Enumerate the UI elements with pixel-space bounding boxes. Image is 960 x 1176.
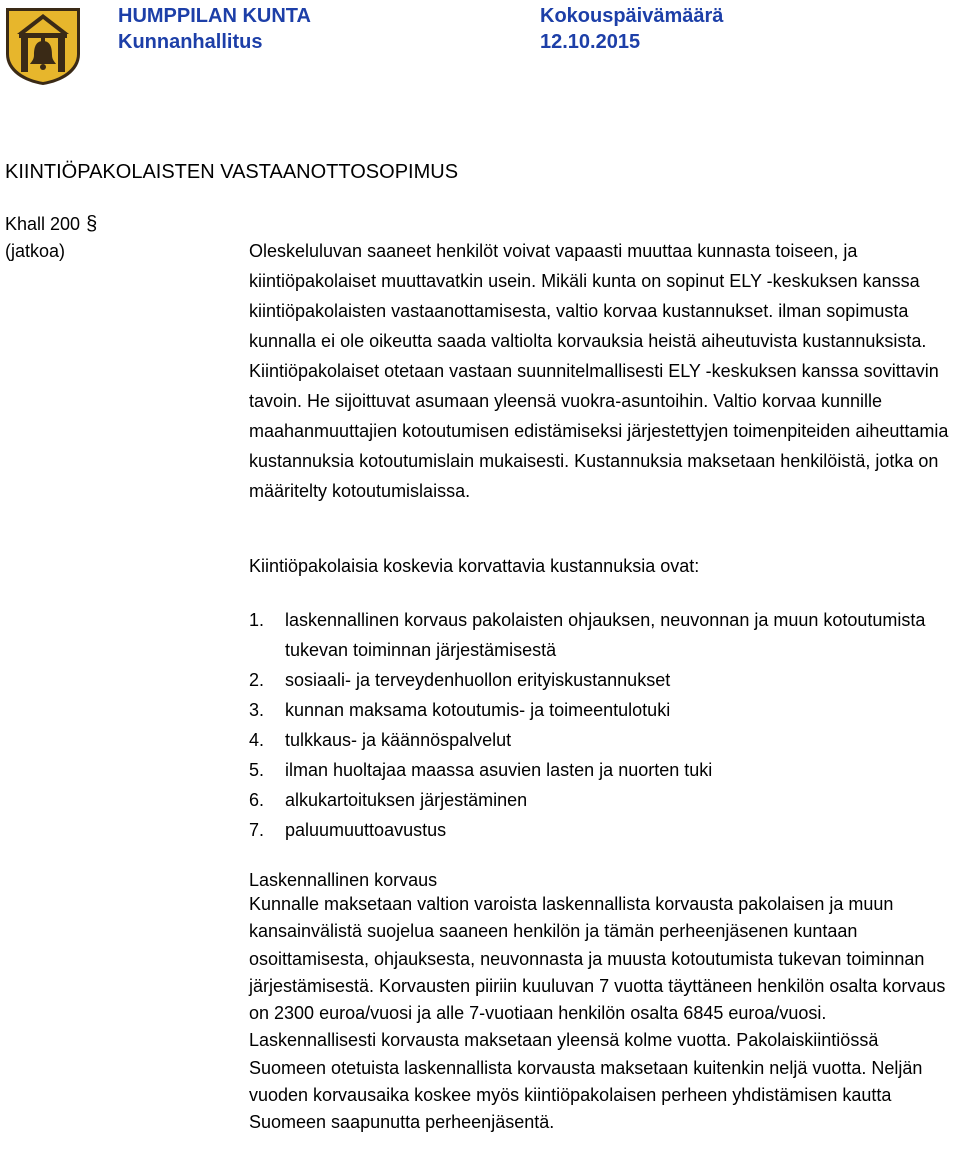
header-right — [540, 4, 723, 56]
compensation-heading-text: Laskennallinen korvaus — [249, 870, 438, 890]
header-left — [118, 4, 311, 56]
list-item-text: kunnan maksama kotoutumis- ja toimeentulotuki — [285, 700, 671, 720]
municipality-name: HUMPPILAN KUNTA — [118, 5, 311, 27]
list-intro-text: Kiintiöpakolaisia koskevia korvattavia kustannuksia ovat: — [249, 556, 700, 576]
list-item — [249, 815, 955, 845]
list-item-number: 1. — [249, 610, 265, 630]
list-item-number: 6. — [249, 790, 265, 810]
compensation-paragraph — [249, 891, 955, 1137]
list-item — [249, 605, 955, 665]
list-item-text: ilman huoltajaa maassa asuvien lasten ja nuorten tuki — [285, 760, 713, 780]
list-item-number: 4. — [249, 730, 265, 750]
intro-text: Oleskeluluvan saaneet henkilöt voivat vapaasti muuttaa kunnasta toiseen, ja kiintiöpakolaiset muuttavatkin usein. Mikäli kunta on sopinut ELY -keskuksen kanssa kiintiöpakolaisten vastaanottamisesta, valtio korvaa kustannukset. ilman sopimusta kunnalla ei ole oikeutta saada valtiolta korvauksia heistä aiheutuvista kustannuksista. Kiintiöpakolaiset otetaan vastaan suunnitelmallisesti ELY -keskuksen kanssa sovittavin tavoin. He sijoittuvat asumaan yleensä vuokra-asuntoihin. Valtio korvaa kunnille maahanmuuttajien kotoutumisen edistämiseksi järjestettyjen toimenpiteiden aiheuttamia kustannuksia kotoutumislain mukaisesti. Kustannuksia maksetaan henkilöistä, jotka on määritelty kotoutumislaissa. — [249, 241, 949, 501]
list-item — [249, 755, 955, 785]
list-item-text: alkukartoituksen järjestäminen — [285, 790, 528, 810]
cost-items-list — [249, 605, 955, 845]
compensation-text: Kunnalle maksetaan valtion varoista laskennallista korvausta pakolaisen ja muun kansainvälistä suojelua saaneen henkilön ja tämän perheenjäsenen kuntaan osoittamisesta, ohjauksesta, neuvonnasta ja muusta kotoutumista tukevan toiminnan järjestämisestä. Korvausten piiriin kuuluvan 7 vuotta täyttäneen henkilön osalta korvaus on 2300 euroa/vuosi ja alle 7-vuotiaan henkilön osalta 6845 euroa/vuosi. Laskennallisesti korvausta maksetaan yleensä kolme vuotta. Pakolaiskiintiössä Suomeen otetuista laskennallista korvausta maksetaan kuitenkin neljä vuotta. Neljän vuoden korvausaika koskee myös kiintiöpakolaisen perheen yhdistämisen kautta Suomeen saapunutta perheenjäsentä. — [249, 894, 946, 1133]
list-item-text: paluumuuttoavustus — [285, 820, 447, 840]
list-intro — [249, 551, 955, 581]
list-item-number: 2. — [249, 670, 265, 690]
list-item-text: laskennallinen korvaus pakolaisten ohjauksen, neuvonnan ja muun kotoutumista tukevan toiminnan järjestämisestä — [285, 610, 926, 660]
list-item-text: tulkkaus- ja käännöspalvelut — [285, 730, 512, 750]
municipal-crest-icon — [4, 4, 82, 86]
meeting-date-label: Kokouspäivämäärä — [540, 5, 724, 27]
list-item-text: sosiaali- ja terveydenhuollon erityiskustannukset — [285, 670, 671, 690]
section-number: Khall 200 — [5, 214, 81, 234]
list-item — [249, 725, 955, 755]
continued-label: (jatkoa) — [5, 241, 66, 261]
list-item — [249, 695, 955, 725]
section-mark: § — [86, 213, 98, 235]
list-item-number: 3. — [249, 700, 265, 720]
document-title: KIINTIÖPAKOLAISTEN VASTAANOTTOSOPIMUS — [5, 161, 459, 183]
list-item-number: 5. — [249, 760, 265, 780]
list-item — [249, 665, 955, 695]
intro-paragraph — [249, 236, 955, 506]
list-item — [249, 785, 955, 815]
list-item-number: 7. — [249, 820, 265, 840]
section-reference — [5, 212, 97, 266]
meeting-date: 12.10.2015 — [540, 31, 641, 53]
governing-body: Kunnanhallitus — [118, 31, 263, 53]
